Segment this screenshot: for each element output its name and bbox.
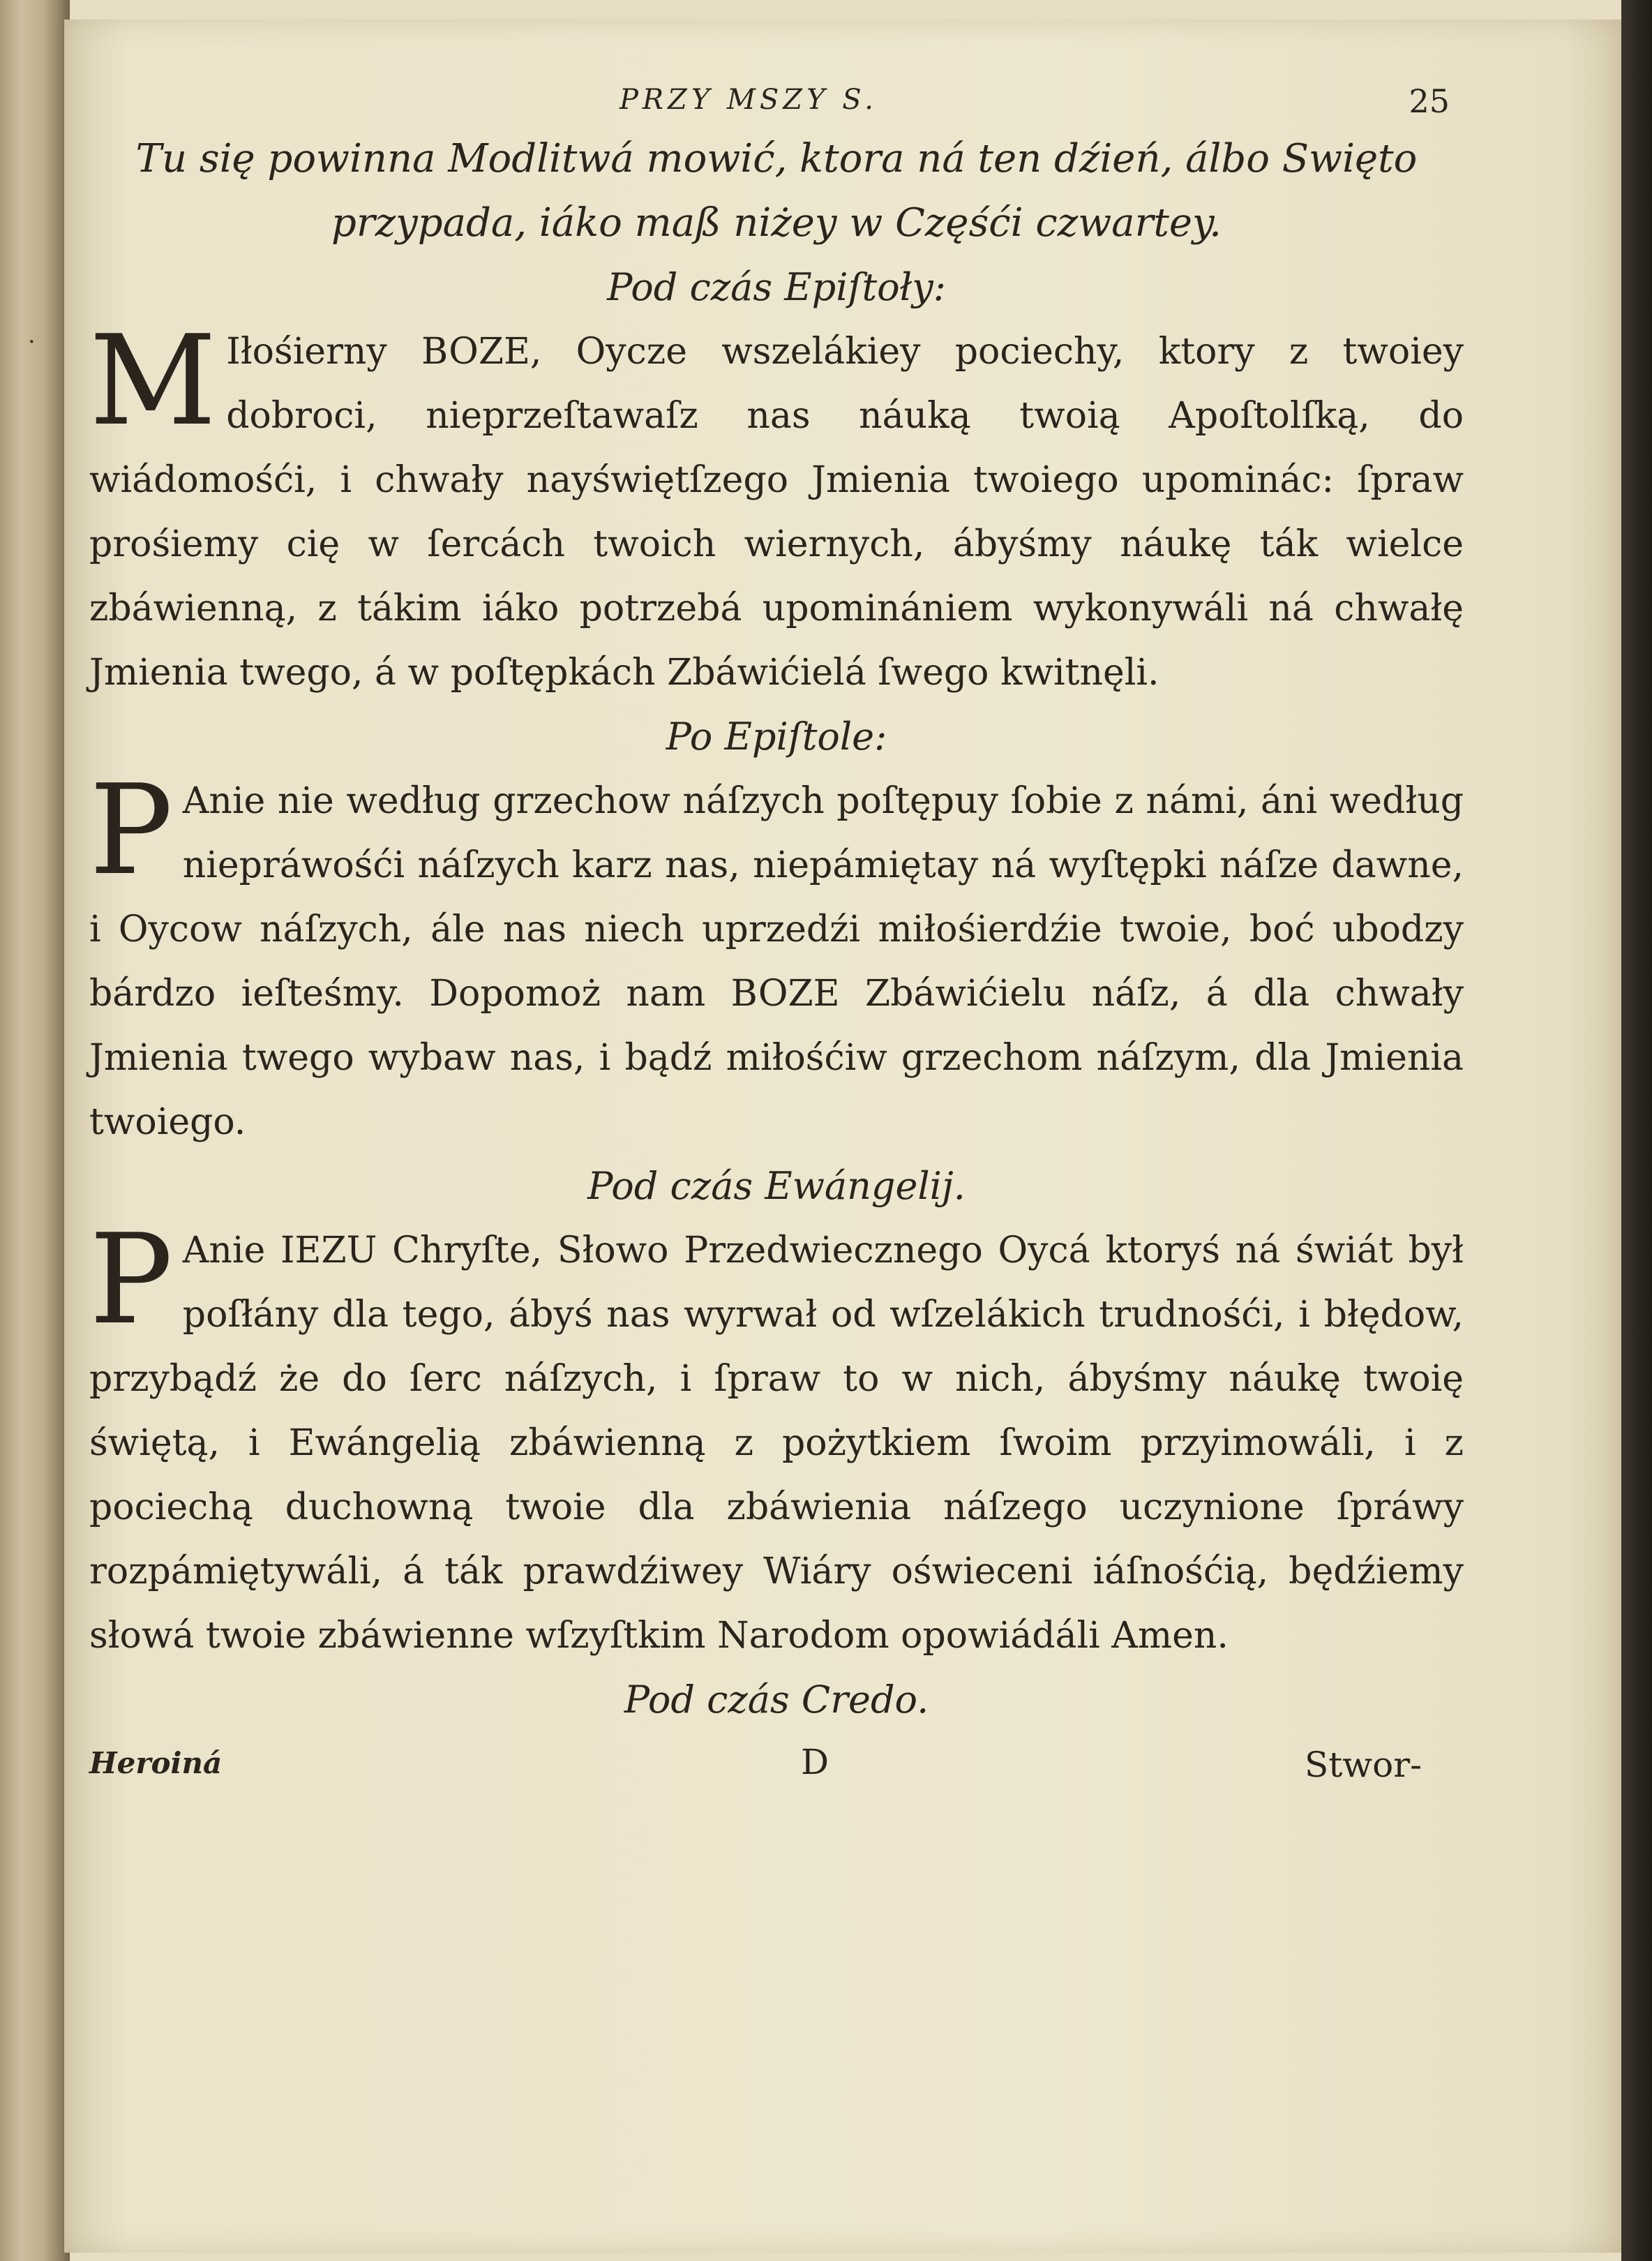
prayer-paragraph <box>89 758 1464 1154</box>
section-heading: Po Epiſtole: <box>666 715 887 759</box>
rubric-intro: Tu się powinna Modlitwá mowić, ktora ná ten dźień, álbo Swięto przypada, iáko maß niżey w Częśći czwartey. <box>135 136 1418 246</box>
prayer-paragraph <box>89 308 1464 705</box>
prayer-text: Iłośierny BOZE, Oycze wszelákiey pociechy, ktory z twoiey dobroci, nieprzeſtawaſz nas náuką twoią Apoſtolſką, do wiádomośći, i chwały nayświętſzego Jmienia twoiego upominác: ſpraw prośiemy cię w ſercách twoich wiernych, ábyśmy náukę ták wielce zbáwienną, z tákim iáko potrzebá upominániem wykonywáli ná chwałę Jmienia twego, á w poſtępkách Zbáwićielá ſwego kwitnęli. <box>89 331 1464 694</box>
scan-background-edge <box>1621 0 1652 2261</box>
drop-cap: M <box>89 308 217 453</box>
running-head: PRZY MSZY S. <box>620 84 878 116</box>
page-number: 25 <box>1409 82 1450 120</box>
page-text <box>89 77 1464 1802</box>
page-header <box>89 77 1464 127</box>
section-heading: Pod czás Ewángelij. <box>587 1164 966 1208</box>
prayer-text: Anie nie według grzechow náſzych poſtępuy ſobie z námi, áni według niepráwośći náſzych karz nas, niepámiętay ná wyſtępki náſze dawne, i Oycow náſzych, ále nas niech uprzedźi miłośierdźie twoie, boć ubodzy bárdzo ieſteśmy. Dopomoż nam BOZE Zbáwićielu náſz, á dla chwały Jmienia twego wybaw nas, i bądź miłośćiw grzechom náſzym, dla Jmienia twoiego. <box>89 780 1464 1143</box>
prayer-paragraph <box>89 1207 1464 1668</box>
catchword-right: Stwor- <box>1304 1745 1422 1785</box>
margin-mark: · <box>28 328 36 356</box>
catchword-left: Heroiná <box>89 1746 223 1780</box>
final-heading: Pod czás Credo. <box>624 1678 929 1722</box>
page-footer <box>89 1739 1464 1802</box>
section-heading: Pod czás Epiſtoły: <box>607 265 946 309</box>
signature-mark: D <box>801 1742 829 1782</box>
drop-cap: P <box>89 1207 173 1352</box>
drop-cap: P <box>89 758 173 902</box>
prayer-text: Anie IEZU Chryſte, Słowo Przedwiecznego Oycá ktoryś ná świát był poſłány dla tego, ábyś nas wyrwał od wſzelákich trudnośći, i błędow, przybądź że do ſerc náſzych, i ſpraw to w nich, ábyśmy náukę twoię świętą, i Ewángelią zbáwienną z pożytkiem ſwoim przyimowáli, i z pociechą duchowną twoie dla zbáwienia náſzego uczynione ſpráwy rozpámiętywáli, á ták prawdźiwey Wiáry oświeceni iáſnośćią, będźiemy słowá twoie zbáwienne wſzyſtkim Narodom opowiádáli Amen. <box>89 1230 1464 1657</box>
